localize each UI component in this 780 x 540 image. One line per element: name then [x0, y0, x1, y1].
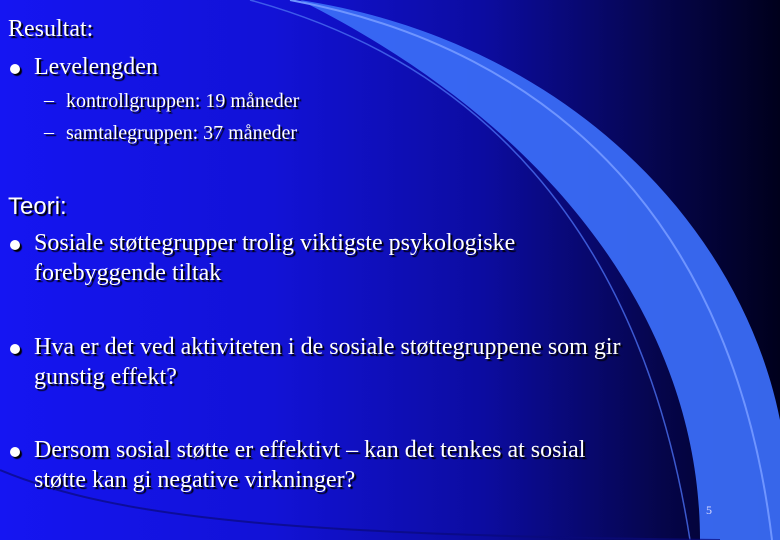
question1-line1: Hva er det ved aktiviteten i de sosiale støttegruppene som gir	[34, 334, 621, 360]
page-number: 5	[706, 503, 712, 517]
bullet-dot	[10, 344, 20, 354]
question1-line2: gunstig effekt?	[34, 364, 177, 390]
bullet-dot	[10, 64, 20, 74]
results-heading: Resultat:	[8, 16, 94, 42]
question2-line2: støtte kan gi negative virkninger?	[34, 467, 356, 493]
bullet-dot	[10, 447, 20, 457]
question2-line1: Dersom sosial støtte er effektivt – kan det tenkes at sosial	[34, 437, 586, 463]
sub-bullet-control-group: kontrollgruppen: 19 måneder	[66, 90, 300, 112]
bullet-theory-line1: Sosiale støttegrupper trolig viktigste psykologiske	[34, 230, 516, 256]
dash-marker: –	[44, 89, 54, 111]
dash-marker: –	[44, 121, 54, 143]
theory-heading: Teori:	[8, 193, 67, 220]
sub-bullet-talk-group: samtalegruppen: 37 måneder	[66, 122, 298, 144]
bullet-levelengden: Levelengden	[34, 54, 158, 80]
bullet-theory-line2: forebyggende tiltak	[34, 260, 222, 286]
bullet-dot	[10, 240, 20, 250]
